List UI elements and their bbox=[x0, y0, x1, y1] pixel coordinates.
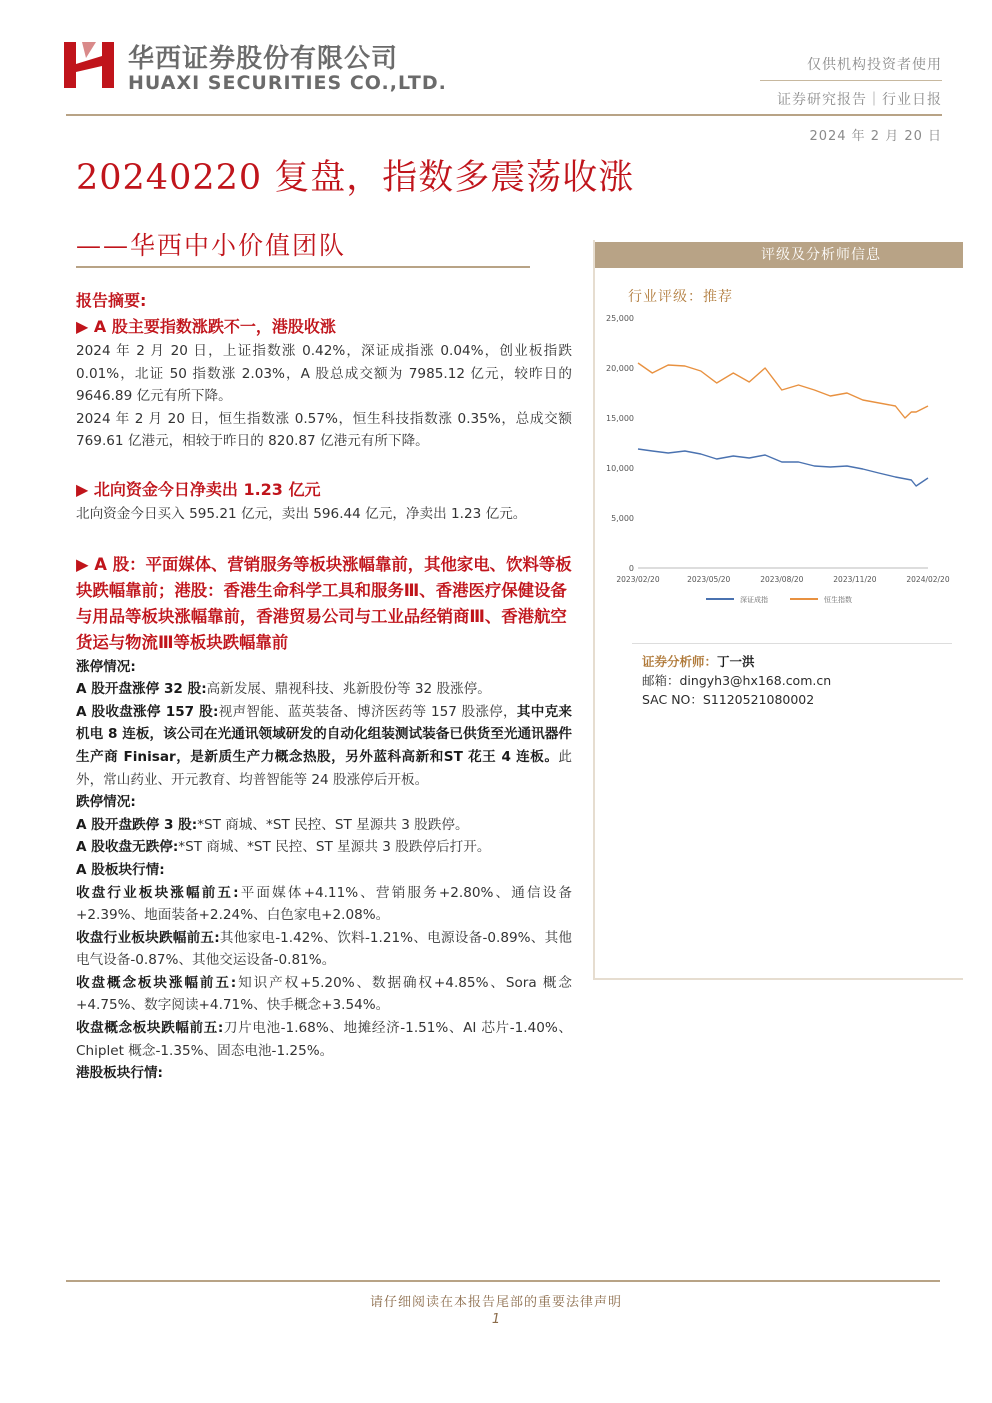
report-date: 2024 年 2 月 20 日 bbox=[809, 129, 942, 144]
limit-up-close-tail: 此外，常山药业、开元教育、均普智能等 24 股涨停后开板。 bbox=[76, 748, 572, 788]
series-line-1 bbox=[638, 449, 928, 486]
header-rule bbox=[66, 114, 942, 116]
industry-rating: 行业评级：推荐 bbox=[628, 289, 733, 305]
analyst-label: 证券分析师： bbox=[642, 654, 718, 669]
concept-top5-label: 收盘概念板块涨幅前五: bbox=[76, 974, 237, 991]
panel-heading: 评级及分析师信息 bbox=[761, 247, 881, 263]
panel-left-border bbox=[593, 240, 595, 980]
summary-column bbox=[76, 288, 572, 1085]
footer-rule bbox=[66, 1280, 940, 1282]
series-line-2 bbox=[638, 363, 928, 418]
industry-top5 bbox=[76, 882, 572, 927]
industry-bottom5-label: 收盘行业板块跌幅前五: bbox=[76, 929, 220, 946]
section-heading-northbound: ▶ 北向资金今日净卖出 1.23 亿元 bbox=[76, 479, 321, 499]
analyst-email: 邮箱：dingyh3@hx168.com.cn bbox=[642, 673, 832, 688]
concept-top5-text: 知识产权+5.20%、数据确权+4.85%、Sora 概念+4.75%、数字阅读+4.71%、快手概念+3.54%。 bbox=[76, 974, 573, 1014]
limit-down-heading: 跌停情况: bbox=[76, 794, 136, 811]
legal-notice: 请仔细阅读在本报告尾部的重要法律声明 bbox=[369, 1295, 622, 1310]
legend-label-1: 深证成指 bbox=[740, 596, 768, 604]
limit-down-open bbox=[76, 814, 572, 837]
title-rule bbox=[76, 266, 530, 268]
concept-bottom5-label: 收盘概念板块跌幅前五: bbox=[76, 1020, 224, 1037]
paragraph-northbound: 北向资金今日买入 595.21 亿元，卖出 596.44 亿元，净卖出 1.23 亿元。 bbox=[76, 505, 527, 522]
industry-top5-text: 平面媒体+4.11%、营销服务+2.80%、通信设备+2.39%、地面装备+2.24%、白色家电+2.08%。 bbox=[76, 884, 572, 924]
x-tick-label: 2023/11/20 bbox=[833, 575, 877, 584]
company-name-cn: 华西证券股份有限公司 bbox=[128, 44, 399, 74]
y-tick-label: 0 bbox=[628, 564, 634, 573]
concept-top5 bbox=[76, 972, 572, 1017]
limit-down-open-label: A 股开盘跌停 3 股: bbox=[76, 816, 198, 833]
limit-up-heading: 涨停情况: bbox=[76, 658, 136, 675]
y-tick-label: 20,000 bbox=[606, 364, 634, 373]
analyst-row bbox=[642, 652, 755, 670]
report-type: 证券研究报告｜行业日报 bbox=[777, 92, 942, 108]
report-subtitle: ——华西中小价值团队 bbox=[76, 231, 347, 260]
y-tick-label: 5,000 bbox=[611, 514, 634, 523]
analyst-name: 丁一洪 bbox=[717, 654, 755, 669]
summary-heading: 报告摘要: bbox=[76, 291, 147, 310]
paragraph-a-share: 2024 年 2 月 20 日，上证指数涨 0.42%，深证成指涨 0.04%，创业板指跌 0.01%，北证 50 指数涨 2.03%，A 股总成交额为 7985.12 亿元，较昨日的 9646.89 亿元有所下降。 bbox=[76, 343, 572, 405]
y-tick-label: 15,000 bbox=[606, 414, 634, 423]
restriction-note: 仅供机构投资者使用 bbox=[807, 57, 942, 73]
limit-up-open-text: 高新发展、鼎视科技、兆新股份等 32 股涨停。 bbox=[206, 681, 491, 698]
limit-down-close-text: *ST 商城、*ST 民控、ST 星源共 3 股跌停后打开。 bbox=[178, 839, 491, 856]
limit-up-open-label: A 股开盘涨停 32 股: bbox=[76, 681, 207, 698]
panel-header bbox=[595, 242, 963, 268]
industry-bottom5-text: 其他家电-1.42%、饮料-1.21%、电源设备-0.89%、其他电气设备-0.87%、其他交运设备-0.81%。 bbox=[76, 929, 572, 969]
industry-top5-label: 收盘行业板块涨幅前五: bbox=[76, 884, 239, 901]
x-tick-label: 2023/08/20 bbox=[760, 575, 804, 584]
limit-up-open bbox=[76, 678, 572, 701]
industry-bottom5 bbox=[76, 927, 572, 972]
sector-heading: A 股板块行情: bbox=[76, 861, 165, 878]
header-divider bbox=[760, 80, 942, 81]
limit-up-close-highlight: 其中克来机电 8 连板，该公司在光通讯领域研发的自动化组装测试装备已供货至光通讯器件生产商 Finisar，是新质生产力概念热股，另外蓝科高新和ST 花王 4 连板。 bbox=[76, 703, 573, 765]
limit-up-close bbox=[76, 701, 572, 791]
limit-down-close bbox=[76, 836, 572, 859]
y-tick-label: 25,000 bbox=[606, 314, 634, 323]
panel-bottom-border bbox=[593, 978, 963, 980]
x-tick-label: 2024/02/20 bbox=[906, 575, 950, 584]
paragraph-hk-share: 2024 年 2 月 20 日，恒生指数涨 0.57%，恒生科技指数涨 0.35%，总成交额 769.61 亿港元，相较于昨日的 820.87 亿港元有所下降。 bbox=[76, 410, 572, 450]
x-tick-label: 2023/02/20 bbox=[616, 575, 660, 584]
x-tick-label: 2023/05/20 bbox=[687, 575, 731, 584]
limit-down-close-label: A 股收盘无跌停: bbox=[76, 839, 179, 856]
y-tick-label: 10,000 bbox=[606, 464, 634, 473]
concept-bottom5 bbox=[76, 1017, 572, 1062]
analyst-sac: SAC NO：S1120521080002 bbox=[642, 692, 815, 707]
hk-sector-heading: 港股板块行情: bbox=[76, 1065, 163, 1082]
limit-up-close-text: 视声智能、蓝英装备、博济医药等 157 股涨停， bbox=[218, 703, 517, 720]
limit-up-close-label: A 股收盘涨停 157 股: bbox=[76, 703, 219, 720]
analyst-divider bbox=[632, 643, 952, 644]
section-heading-index: ▶ A 股主要指数涨跌不一，港股收涨 bbox=[76, 317, 336, 336]
legend-label-2: 恒生指数 bbox=[824, 596, 852, 604]
page-number: 1 bbox=[491, 1312, 501, 1327]
huaxi-logo-icon bbox=[62, 38, 116, 92]
index-line-chart bbox=[598, 306, 960, 612]
concept-bottom5-text: 刀片电池-1.68%、地摊经济-1.51%、AI 芯片-1.40%、Chiplet 概念-1.35%、固态电池-1.25%。 bbox=[76, 1020, 573, 1059]
report-title: 20240220 复盘，指数多震荡收涨 bbox=[76, 158, 635, 198]
section-heading-sectors: ▶ A 股：平面媒体、营销服务等板块涨幅靠前，其他家电、饮料等板块跌幅靠前；港股：香港生命科学工具和服务Ⅲ、香港医疗保健设备与用品等板块涨幅靠前，香港贸易公司与工业品经销商Ⅲ、香港航空货运与物流Ⅲ等板块跌幅靠前 bbox=[76, 554, 572, 652]
company-name-en: HUAXI SECURITIES CO.,LTD. bbox=[128, 72, 447, 94]
limit-down-open-text: *ST 商城、*ST 民控、ST 星源共 3 股跌停。 bbox=[197, 816, 469, 833]
